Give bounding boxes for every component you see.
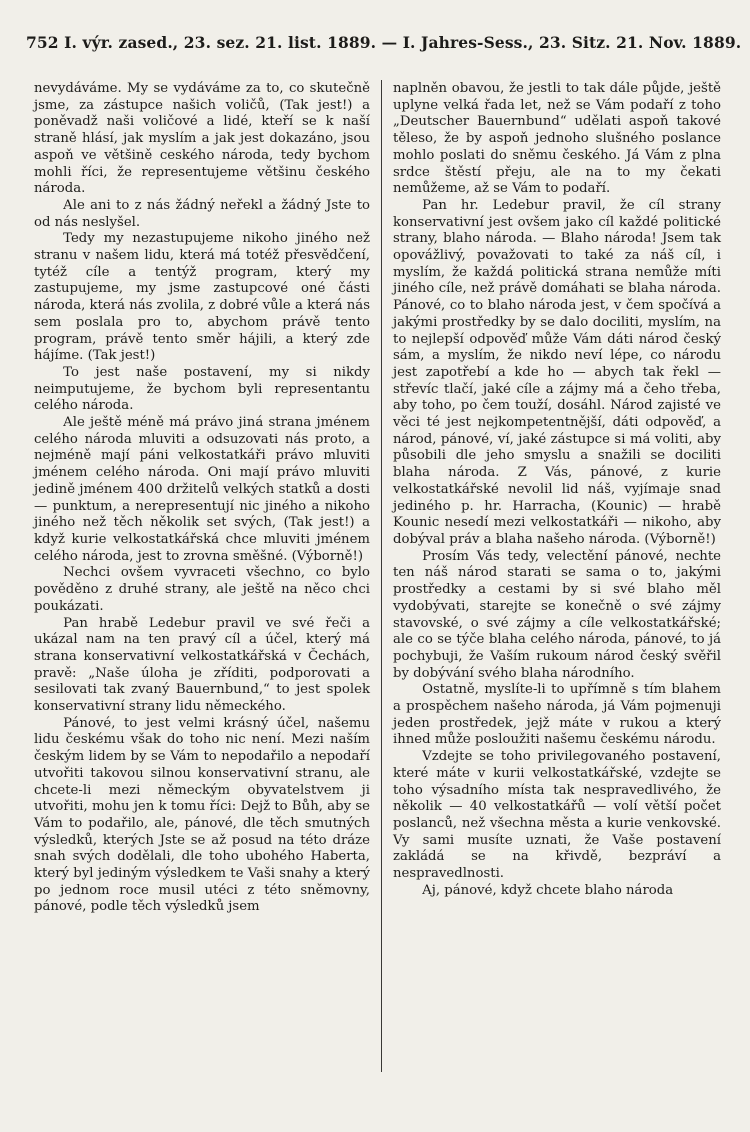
paragraph: Ostatně, myslíte-li to upřímně s tím blahem a prospěchem našeho národa, já Vám pojmenuji jeden prostředek, jejž máte v rukou a který ihned může posloužiti našemu českému národu.	[393, 682, 721, 748]
page-header: 752 I. výr. zased., 23. sez. 21. list. 1889. — I. Jahres-Sess., 23. Sitz. 21. Nov. 1889.	[26, 33, 742, 52]
paragraph: Pánové, to jest velmi krásný účel, našemu lidu českému však do toho nic není. Mezi naším českým lidem by se Vám to nepodařilo a nepodaří utvořiti takovou silnou konservativní stranu, ale chcete-li mezi německým obyvatelstvem ji utvořiti, mohu jen k tomu říci: Dejž to Bůh, aby se Vám to podařilo, ale, pánové, dle těch smutných výsledků, kterých Jste se až posud na této dráze snah svých dodělali, dle toho ubohého Haberta, který byl jediným výsledkem te Vaši snahy a který po jednom roce musil utéci z této sněmovny, pánové, podle těch výsledků jsem	[34, 715, 370, 915]
paragraph: Pan hr. Ledebur pravil, že cíl strany konservativní jest ovšem jako cíl každé politické strany, blaho národa. — Blaho národa! Jsem tak opovážlivý, považovati to také za náš cíl, i myslím, že každá politická strana nemůže míti jiného cíle, než právě domáhati se blaha národa. Pánové, co to blaho národa jest, v čem spočívá a jakými prostředky by se dalo dociliti, myslím, na to nejlepší odpověď může Vám dáti národ český sám, a myslím, že nikdo neví lépe, co národu jest zapotřebí a kde ho — abych tak řekl — střevíc tlačí, jaké cíle a zájmy má a čeho třeba, aby toho, po čem touží, dosáhl. Národ zajisté ve věci té jest nejkompetentnější, dáti odpověď, a národ, pánové, ví, jaké zástupce si má voliti, aby působili dle jeho smyslu a snažili se dociliti blaha národa. Z Vás, pánové, z kurie velkostatkářské nevolil lid náš, vyjímaje snad jediného p. hr. Harracha, (Kounic) — hrabě Kounic nesedí mezi velkostatkáři — nikoho, aby dobýval práv a blaha našeho národa. (Výborně!)	[393, 197, 721, 547]
paragraph: naplněn obavou, že jestli to tak dále půjde, ještě uplyne velká řada let, než se Vám podaří z toho „Deutscher Bauernbund“ udělati aspoň takové těleso, že by aspoň jednoho slušného poslance mohlo poslati do sněmu českého. Já Vám z plna srdce štěstí přeju, ale na to my čekati nemůžeme, až se Vám to podaří.	[393, 81, 721, 197]
paragraph: Prosím Vás tedy, velectění pánové, nechte ten náš národ starati se sama o to, jakými prostředky a cestami by si své blaho měl vydobývati, starejte se konečně o své zájmy stavovské, o své zájmy a cíle velkostatkářské; ale co se týče blaha celého národa, pánové, to já pochybuji, že Vaším rukoum národ český svěřil by dobývání svého blaha národního.	[393, 548, 721, 681]
paragraph: Ale ještě méně má právo jiná strana jménem celého národa mluviti a odsuzovati nás proto, a nejméně mají páni velkostatkáři právo mluviti jménem celého národa. Oni mají právo mluviti jedině jménem 400 držitelů velkých statků a dosti — punktum, a nerepresentují nic jiného a nikoho jiného než těch několik set svých, (Tak jest!) a když kurie velkostatkářská chce mluviti jménem celého národa, jest to zrovna směšné. (Výborně!)	[34, 415, 370, 564]
paragraph: Pan hrabě Ledebur pravil ve své řeči a ukázal nam na ten pravý cíl a účel, který má strana konservativní velkostatkářská v Čechách, pravě: „Naše úloha je zříditi, podporovati a sesilovati tak zvaný Bauernbund,“ to jest spolek konservativní strany lidu německého.	[34, 615, 370, 715]
paragraph: nevydáváme. My se vydáváme za to, co skutečně jsme, za zástupce našich voličů, (Tak jest!) a poněvadž naši voličové a lidé, kteří se k naší straně hlásí, jak myslím a jak jest dokazáno, jsou aspoň ve většině ceského národa, tedy bychom mohli říci, že representujeme většinu českého národa.	[34, 81, 370, 197]
left-column	[34, 81, 370, 916]
paragraph: Aj, pánové, když chcete blaho národa	[422, 882, 674, 898]
paragraph: Vzdejte se toho privilegovaného postavení, které máte v kurii velkostatkářské, vzdejte se toho výsadního místa tak nespravedlivého, že několik — 40 velkostatkářů — volí větší počet poslanců, než všechna města a kurie venkovské. Vy sami musíte uznati, že Vaše postavení zakládá se na křivdě, bezpráví a nespravedlnosti.	[393, 749, 721, 882]
paragraph: Tedy my nezastupujeme nikoho jiného než stranu v našem lidu, která má totéž přesvědčení, tytéž cíle a tentýž program, který my zastupujeme, my jsme zastupcové oné části národa, která nás zvolila, z dobré vůle a která nás sem poslala pro to, abychom právě tento program, právě tento směr hájili, a který zde hájíme. (Tak jest!)	[34, 231, 370, 364]
paragraph: Nechci ovšem vyvraceti všechno, co bylo pověděno z druhé strany, ale ještě na něco chci poukázati.	[34, 565, 370, 614]
column-divider	[381, 80, 382, 1072]
paragraph: To jest naše postavení, my si nikdy neimputujeme, že bychom byli representantu celého národa.	[34, 364, 370, 414]
right-column	[393, 81, 721, 899]
paragraph: Ale ani to z nás žádný neřekl a žádný Jste to od nás neslyšel.	[34, 197, 370, 230]
